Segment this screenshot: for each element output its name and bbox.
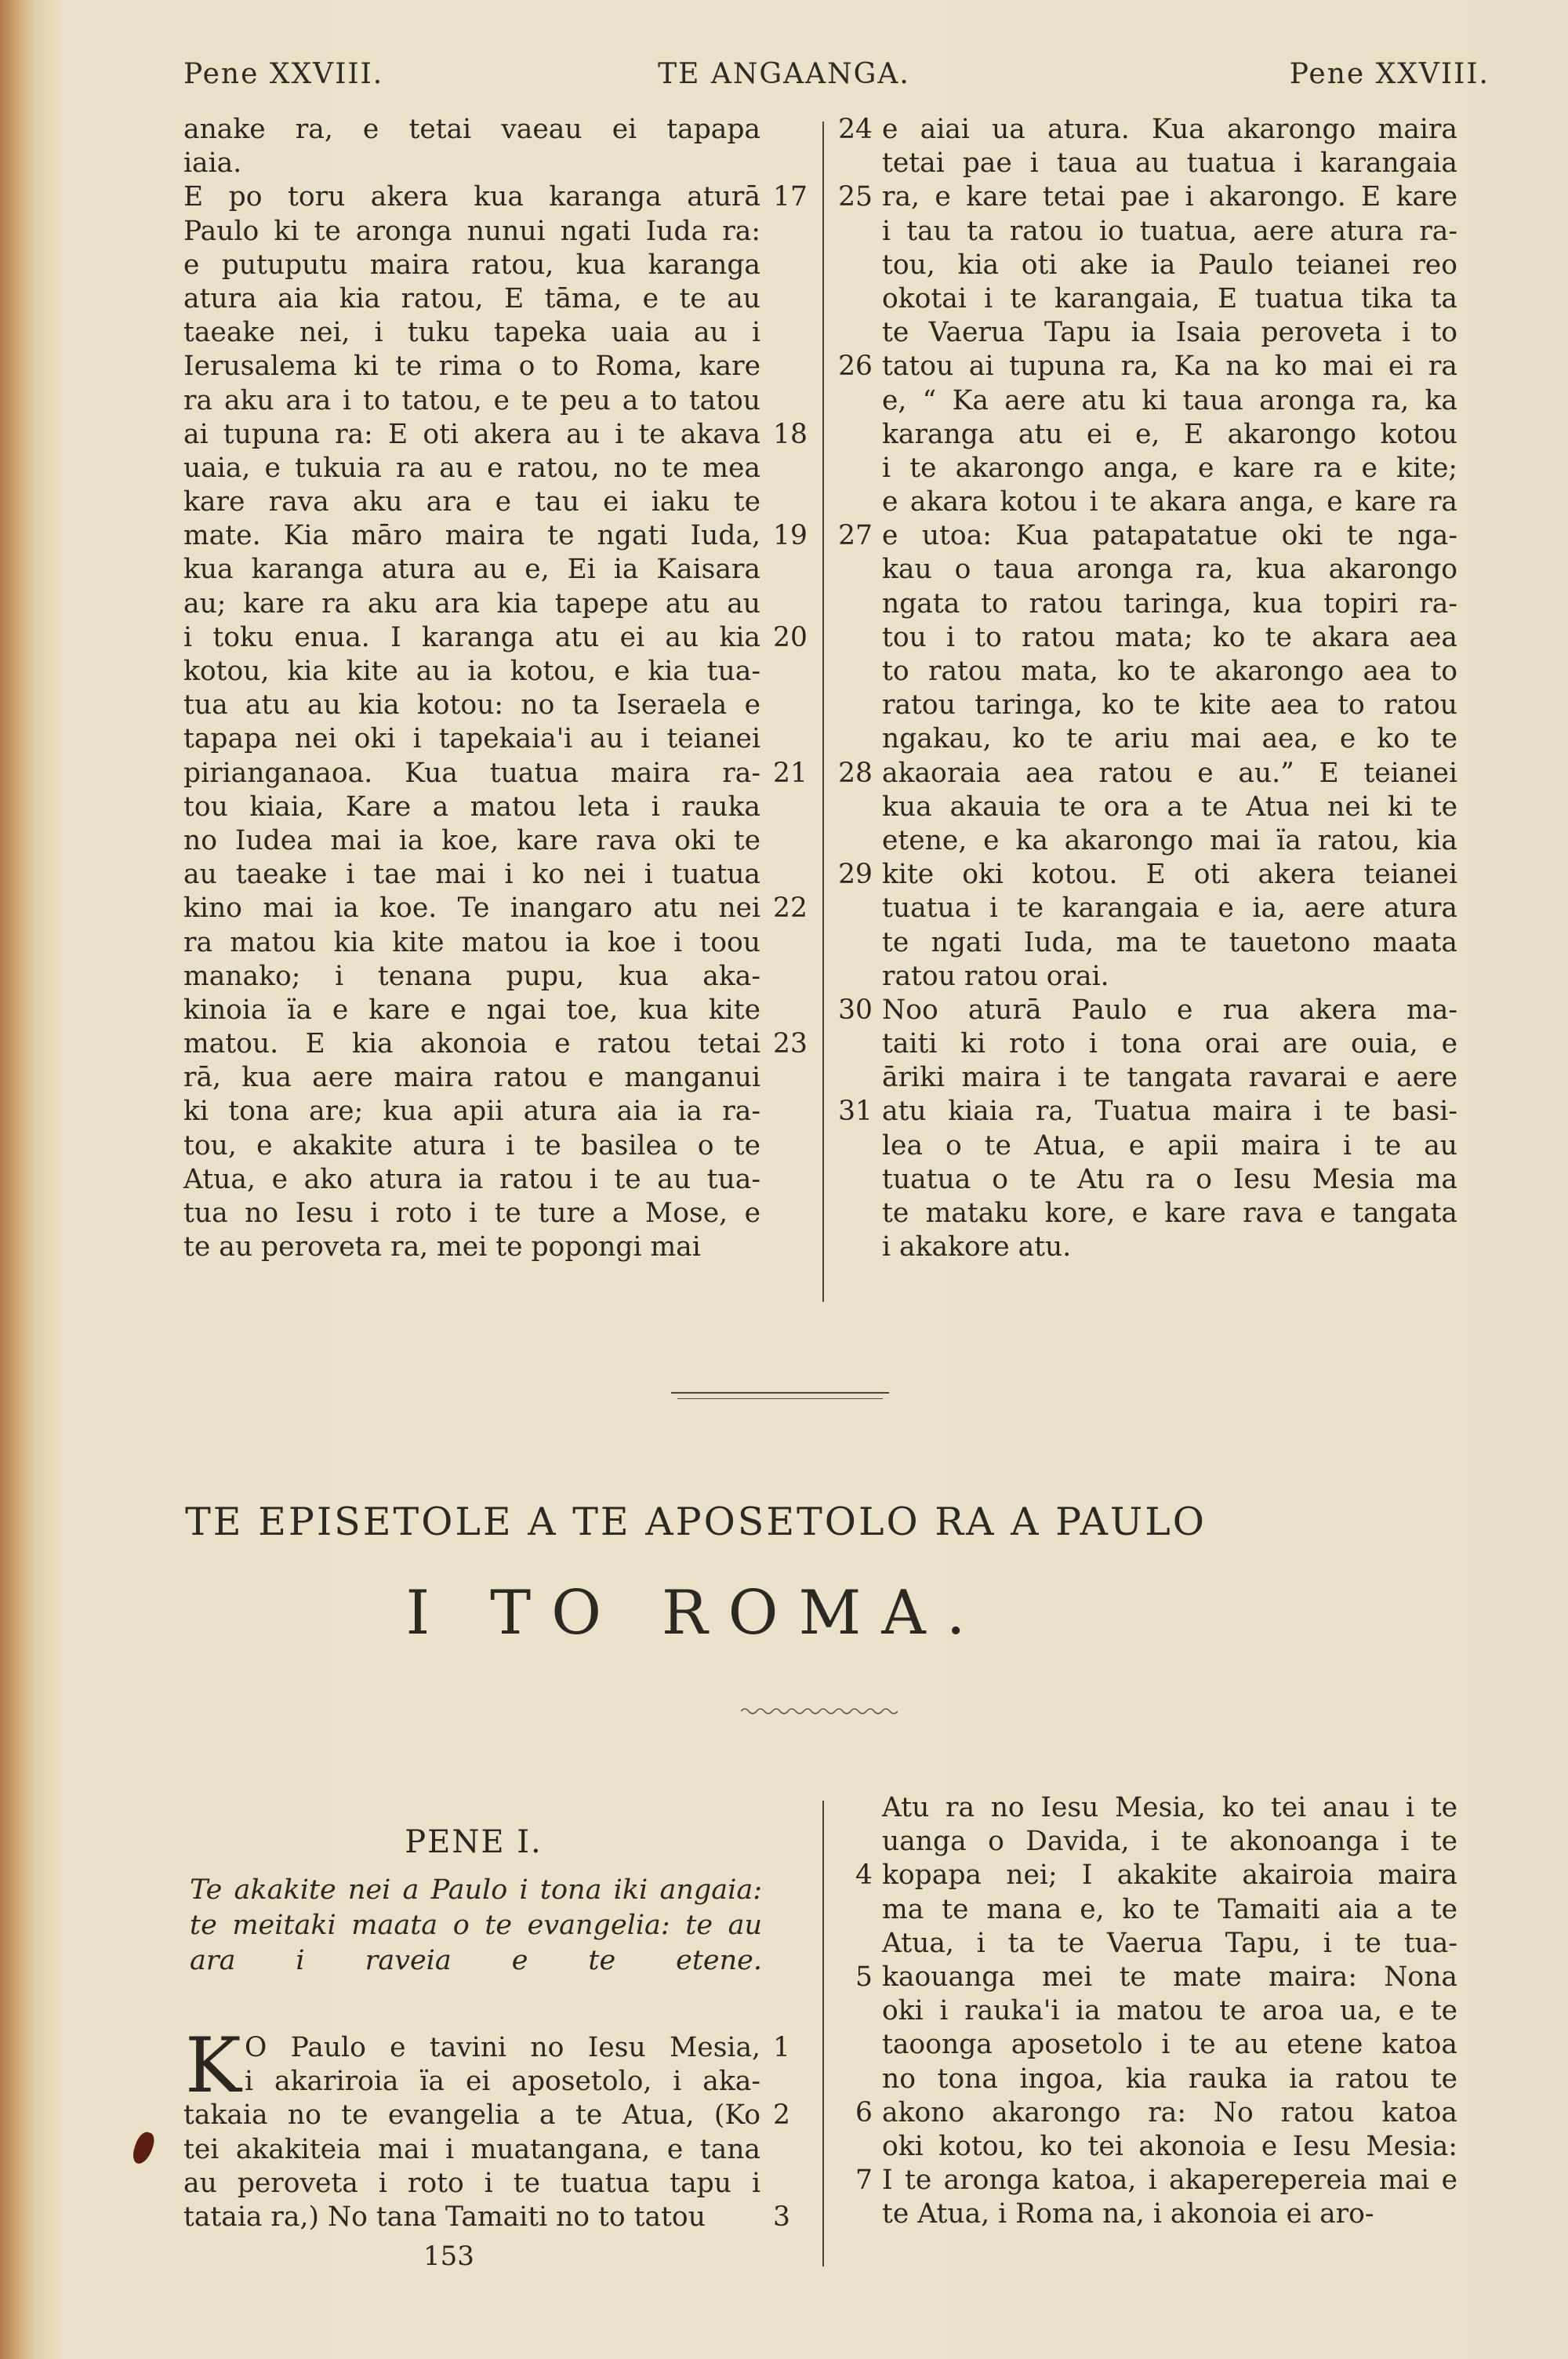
text-line xyxy=(183,2031,790,2065)
verse-number: 30 xyxy=(838,994,873,1026)
verse-number: 22 xyxy=(773,892,808,925)
line-text: E po toru akera kua karanga aturā xyxy=(183,181,760,213)
line-text: e, “ Ka aere atu ki taua aronga ra, ka xyxy=(882,384,1457,416)
line-text: Paulo ki te aronga nunui ngati Iuda ra: xyxy=(183,215,760,247)
line-text: uaia, e tukuia ra au e ratou, no te mea xyxy=(183,452,760,484)
text-line xyxy=(183,350,760,383)
line-text: kino mai ia koe. Te inangaro atu nei xyxy=(183,892,760,925)
line-text: to ratou mata, ko te akarongo aea to xyxy=(882,656,1457,687)
line-text: tapapa nei oki i tapekaia'i au i teianei xyxy=(183,723,760,755)
line-text: au taeake i tae mai i ko nei i tuatua xyxy=(183,859,760,891)
line-text: etene, e ka akarongo mai ïa ratou, kia xyxy=(882,824,1457,856)
acts-28-right-column xyxy=(838,113,1457,1264)
verse-number: 7 xyxy=(855,2165,873,2197)
text-line xyxy=(183,689,760,722)
line-text: tua atu au kia kotou: no ta Iseraela e xyxy=(183,689,760,722)
text-line xyxy=(183,2133,760,2167)
line-text: lea o te Atua, e apii maira i te au xyxy=(882,1129,1457,1161)
line-text: akono akarongo ra: No ratou katoa xyxy=(882,2096,1457,2128)
verse-number: 21 xyxy=(773,757,808,789)
text-line xyxy=(183,722,760,756)
line-text: au peroveta i roto i te tuatua tapu i xyxy=(183,2167,760,2199)
line-text: kite oki kotou. E oti akera teianei xyxy=(882,859,1457,891)
line-text: āriki maira i te tangata ravarai e aere xyxy=(882,1062,1457,1094)
line-text: pirianganaoa. Kua tuatua maira ra- xyxy=(183,757,760,789)
line-text: te mataku kore, e kare rava e tangata xyxy=(882,1198,1457,1229)
line-text: e utoa: Kua patapatatue oki te nga- xyxy=(882,520,1457,552)
verse-number: 4 xyxy=(855,1859,873,1892)
line-text: Noo aturā Paulo e rua akera ma- xyxy=(882,994,1457,1026)
text-line xyxy=(882,215,1457,249)
line-text: i tau ta ratou io tuatua, aere atura ra- xyxy=(882,215,1457,247)
verse-number: 6 xyxy=(855,2096,873,2128)
text-line xyxy=(183,452,760,485)
line-text: kopapa nei; I akakite akairoia maira xyxy=(882,1859,1457,1892)
line-text: taoonga aposetolo i te au etene katoa xyxy=(882,2029,1457,2061)
line-text: kare rava aku ara e tau ei iaku te xyxy=(183,486,760,518)
text-line xyxy=(183,621,808,655)
line-text: akaoraia aea ratou e au.” E teianei xyxy=(882,757,1457,789)
line-text: Atua, e ako atura ia ratou i te au tua- xyxy=(183,1163,760,1195)
text-line xyxy=(183,147,760,180)
line-text: tou kiaia, Kare a matou leta i rauka xyxy=(183,791,760,823)
text-line xyxy=(855,2164,1457,2197)
text-line xyxy=(183,180,808,214)
text-line xyxy=(183,553,760,587)
text-line xyxy=(882,384,1457,418)
line-text: tou, kia oti ake ia Paulo teianei reo xyxy=(882,249,1457,281)
line-text: ki tona are; kua apii atura aia ia ra- xyxy=(183,1096,760,1128)
text-line xyxy=(183,994,760,1027)
line-text: I te aronga katoa, i akaperepereia mai e xyxy=(882,2165,1457,2197)
verse-number: 28 xyxy=(838,757,873,789)
column-rule-top xyxy=(822,122,824,1302)
text-line xyxy=(183,858,760,892)
text-line xyxy=(855,2096,1457,2130)
text-line xyxy=(183,1230,760,1264)
line-text: kua karanga atura au e, Ei ia Kaisara xyxy=(183,554,760,586)
line-text: uanga o Davida, i te akonoanga i te xyxy=(882,1826,1457,1858)
line-text: ngata to ratou taringa, kua topiri ra- xyxy=(882,587,1457,620)
text-line xyxy=(882,452,1457,485)
text-line xyxy=(882,2063,1457,2096)
text-line xyxy=(183,960,760,994)
line-text: kotou, kia kite au ia kotou, e kia tua- xyxy=(183,656,760,687)
text-line xyxy=(882,249,1457,282)
text-line xyxy=(882,2197,1457,2231)
line-text: i te akarongo anga, e kare ra e kite; xyxy=(882,452,1457,484)
text-line xyxy=(183,418,808,452)
text-line xyxy=(838,1095,1457,1129)
line-text: tuatua i te karangaia e ia, aere atura xyxy=(882,892,1457,925)
line-text: atura aia kia ratou, E tāma, e te au xyxy=(183,282,760,314)
text-line xyxy=(183,215,760,249)
text-line xyxy=(882,1197,1457,1230)
text-line xyxy=(183,892,808,925)
line-text: oki kotou, ko tei akonoia e Iesu Mesia: xyxy=(882,2130,1457,2162)
text-line xyxy=(183,824,760,858)
text-line xyxy=(183,1197,760,1230)
line-text: e aiai ua atura. Kua akarongo maira xyxy=(882,114,1457,145)
running-head-right: Pene XXVIII. xyxy=(1289,58,1490,90)
text-line xyxy=(838,519,1457,553)
text-line xyxy=(183,1061,760,1095)
text-line xyxy=(882,282,1457,316)
line-text: mate. Kia māro maira te ngati Iuda, xyxy=(183,520,760,552)
romans-1-right-column xyxy=(855,1791,1457,2231)
line-text: Ierusalema ki te rima o to Roma, kare xyxy=(183,351,760,383)
line-text: anake ra, e tetai vaeau ei tapapa xyxy=(183,114,760,145)
chapter-summary: Te akakite nei a Paulo i tona iki angaia: te meitaki maata o te evangelia: te au ara i raveia e te etene. xyxy=(190,1874,762,1976)
line-text: no tona ingoa, kia rauka ia ratou te xyxy=(882,2063,1457,2095)
text-line xyxy=(838,180,1457,214)
line-text: atu kiaia ra, Tuatua maira i te basi- xyxy=(882,1096,1457,1128)
text-line xyxy=(183,791,760,824)
line-text: kinoia ïa e kare e ngai toe, kua kite xyxy=(183,994,760,1026)
line-text: kaouanga mei te mate maira: Nona xyxy=(882,1961,1457,1993)
text-line xyxy=(183,1163,760,1197)
verse-number: 27 xyxy=(838,520,873,552)
text-line xyxy=(882,1061,1457,1095)
line-text: tuatua o te Atu ra o Iesu Mesia ma xyxy=(882,1163,1457,1195)
text-line xyxy=(882,621,1457,655)
line-text: Atua, i ta te Vaerua Tapu, i te tua- xyxy=(882,1927,1457,1959)
text-line xyxy=(183,316,760,350)
text-line xyxy=(838,757,1457,791)
text-line xyxy=(882,791,1457,824)
text-line xyxy=(183,2201,790,2234)
verse-number: 19 xyxy=(773,520,808,552)
verse-number: 24 xyxy=(838,114,873,145)
text-line xyxy=(838,994,1457,1027)
verse-number: 23 xyxy=(773,1028,808,1060)
text-line xyxy=(183,282,760,316)
text-line xyxy=(183,1095,760,1129)
text-line xyxy=(882,1230,1457,1264)
verse-number: 17 xyxy=(773,181,808,213)
line-text: i toku enua. I karanga atu ei au kia xyxy=(183,621,760,653)
line-text: e akara kotou i te akara anga, e kare ra xyxy=(882,486,1457,518)
text-line xyxy=(882,1129,1457,1163)
text-line xyxy=(882,655,1457,689)
line-text: tatou ai tupuna ra, Ka na ko mai ei ra xyxy=(882,351,1457,383)
line-text: manako; i tenana pupu, kua aka- xyxy=(183,960,760,992)
text-line xyxy=(183,1129,760,1163)
ornamental-wave-rule xyxy=(741,1705,898,1717)
text-line xyxy=(855,1961,1457,1994)
verse-number: 18 xyxy=(773,418,808,450)
text-line xyxy=(183,249,760,282)
text-line xyxy=(838,858,1457,892)
acts-28-left-column xyxy=(183,113,808,1264)
verse-number: 26 xyxy=(838,351,873,383)
line-text: ra, e kare tetai pae i akarongo. E kare xyxy=(882,181,1457,213)
line-text: ratou ratou orai. xyxy=(882,960,1109,992)
text-line xyxy=(183,485,760,519)
line-text: te Atua, i Roma na, i akonoia ei aro- xyxy=(882,2198,1374,2230)
text-line xyxy=(882,147,1457,180)
epistle-subtitle: I TO ROMA. xyxy=(405,1578,986,1648)
ink-blot-stain xyxy=(130,2130,157,2167)
epistle-title: TE EPISETOLE A TE APOSETOLO RA A PAULO xyxy=(185,1499,1207,1544)
text-line xyxy=(838,350,1457,383)
text-line xyxy=(882,960,1457,994)
text-line xyxy=(183,655,760,689)
line-text: tou i to ratou mata; ko te akara aea xyxy=(882,621,1457,653)
text-line xyxy=(183,587,760,621)
line-text: no Iudea mai ia koe, kare rava oki te xyxy=(183,824,760,856)
text-line xyxy=(183,2099,790,2132)
line-text: taiti ki roto i tona orai are ouia, e xyxy=(882,1028,1457,1060)
text-line xyxy=(183,757,808,791)
romans-1-left-column xyxy=(183,2031,790,2234)
verse-number: 5 xyxy=(855,1961,873,1993)
line-text: O Paulo e tavini no Iesu Mesia, xyxy=(245,2032,760,2063)
line-text: i akakore atu. xyxy=(882,1231,1072,1263)
line-text: tei akakiteia mai i muatangana, e tana xyxy=(183,2133,760,2165)
text-line xyxy=(882,485,1457,519)
text-line xyxy=(183,519,808,553)
line-text: i akariroia ïa ei aposetolo, i aka- xyxy=(245,2066,760,2098)
text-line xyxy=(183,384,760,418)
line-text: au; kare ra aku ara kia tapepe atu au xyxy=(183,587,760,620)
line-text: te ngati Iuda, ma te tauetono maata xyxy=(882,926,1457,958)
text-line xyxy=(882,1825,1457,1859)
line-text: taeake nei, i tuku tapeka uaia au i xyxy=(183,317,760,349)
verse-number: 25 xyxy=(838,181,873,213)
line-text: ai tupuna ra: E oti akera au i te akava xyxy=(183,418,760,450)
line-text: tua no Iesu i roto i te ture a Mose, e xyxy=(183,1198,760,1229)
line-text: ratou taringa, ko te kite aea to ratou xyxy=(882,689,1457,722)
drop-cap-letter: K xyxy=(185,2022,241,2110)
text-line xyxy=(882,587,1457,621)
text-line xyxy=(838,113,1457,147)
text-line xyxy=(882,553,1457,587)
line-text: Atu ra no Iesu Mesia, ko tei anau i te xyxy=(882,1792,1457,1823)
line-text: oki i rauka'i ia matou te aroa ua, e te xyxy=(882,1995,1457,2027)
verse-number: 2 xyxy=(773,2099,790,2132)
line-text: kau o taua aronga ra, kua akarongo xyxy=(882,554,1457,586)
page-number: 153 xyxy=(423,2241,474,2272)
line-text: karanga atu ei e, E akarongo kotou xyxy=(882,418,1457,450)
text-line xyxy=(183,926,760,960)
line-text: kua akauia te ora a te Atua nei ki te xyxy=(882,791,1457,823)
line-text: takaia no te evangelia a te Atua, (Ko xyxy=(183,2099,760,2132)
text-line xyxy=(882,2028,1457,2062)
line-text: iaia. xyxy=(183,147,242,180)
line-text: tetai pae i taua au tuatua i karangaia xyxy=(882,147,1457,180)
text-line xyxy=(882,824,1457,858)
text-line xyxy=(882,316,1457,350)
line-text: matou. E kia akonoia e ratou tetai xyxy=(183,1028,760,1060)
section-separator-rule-second xyxy=(677,1398,883,1399)
text-line xyxy=(882,926,1457,960)
line-text: tataia ra,) No tana Tamaiti no to tatou xyxy=(183,2201,706,2233)
verse-number: 1 xyxy=(773,2032,790,2063)
verse-number: 31 xyxy=(838,1096,873,1128)
text-line xyxy=(183,113,760,147)
text-line xyxy=(882,722,1457,756)
text-line xyxy=(882,2130,1457,2164)
text-line xyxy=(882,1927,1457,1961)
text-line xyxy=(882,1791,1457,1825)
running-head-left: Pene XXVIII. xyxy=(183,58,384,90)
text-line xyxy=(882,418,1457,452)
text-line xyxy=(183,2065,760,2099)
verse-number: 3 xyxy=(773,2201,790,2233)
line-text: te Vaerua Tapu ia Isaia peroveta i to xyxy=(882,317,1457,349)
section-separator-rule xyxy=(671,1392,889,1394)
running-head-center: TE ANGAANGA. xyxy=(658,58,910,90)
line-text: te au peroveta ra, mei te popongi mai xyxy=(183,1231,701,1263)
line-text: ngakau, ko te ariu mai aea, e ko te xyxy=(882,723,1457,755)
text-line xyxy=(882,1163,1457,1197)
line-text: ra aku ara i to tatou, e te peu a to tatou xyxy=(183,384,760,416)
text-line xyxy=(183,2167,760,2201)
chapter-heading: PENE I. xyxy=(405,1824,543,1860)
text-line xyxy=(882,892,1457,925)
line-text: okotai i te karangaia, E tuatua tika ta xyxy=(882,282,1457,314)
verse-number: 20 xyxy=(773,621,808,653)
line-text: rā, kua aere maira ratou e manganui xyxy=(183,1062,760,1094)
text-line xyxy=(882,1027,1457,1061)
line-text: e putuputu maira ratou, kua karanga xyxy=(183,249,760,281)
text-line xyxy=(882,1994,1457,2028)
verse-number: 29 xyxy=(838,859,873,891)
line-text: tou, e akakite atura i te basilea o te xyxy=(183,1129,760,1161)
text-line xyxy=(183,1027,808,1061)
text-line xyxy=(882,689,1457,722)
line-text: ra matou kia kite matou ia koe i toou xyxy=(183,926,760,958)
text-line xyxy=(882,1893,1457,1927)
text-line xyxy=(855,1859,1457,1892)
column-rule-bottom xyxy=(822,1801,824,2266)
line-text: ma te mana e, ko te Tamaiti aia a te xyxy=(882,1893,1457,1925)
